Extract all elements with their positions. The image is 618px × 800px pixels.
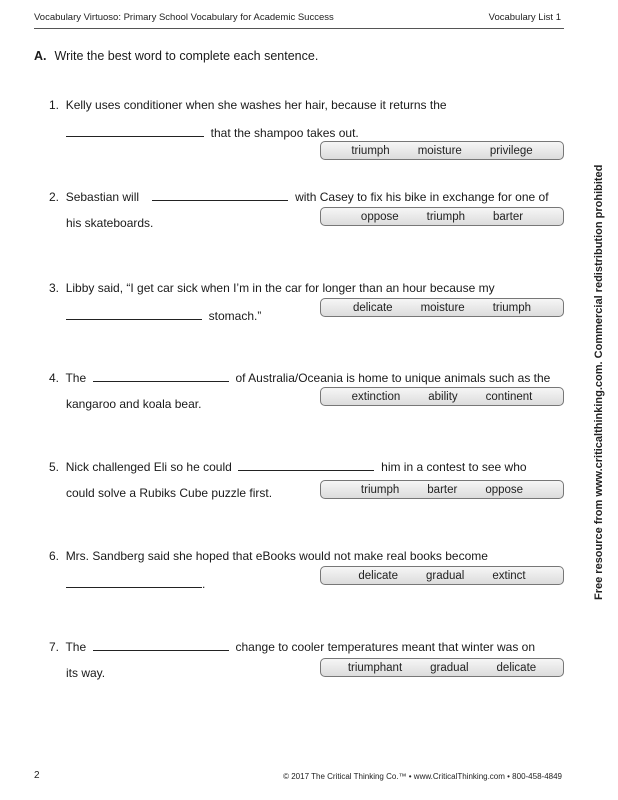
question-text: The (65, 371, 87, 385)
word-choice: delicate (358, 569, 398, 582)
word-bank-4 (320, 387, 564, 406)
directions-letter: A. (34, 49, 47, 63)
word-choice: continent (485, 390, 533, 403)
word-choice: triumph (426, 210, 466, 223)
question-number: 3. (49, 281, 60, 295)
word-choice: ability (428, 390, 458, 403)
word-bank-1 (320, 141, 564, 160)
running-header-title: Vocabulary Virtuoso: Primary School Vocabulary for Academic Success (34, 12, 334, 23)
question-text: The (65, 640, 87, 654)
word-choice: delicate (352, 301, 393, 314)
question-number: 4. (49, 371, 60, 385)
word-choice: triumph (492, 301, 532, 314)
redistribution-notice: Free resource from www.criticalthinking.com. Commercial redistribution prohibited (593, 164, 605, 600)
answer-blank[interactable] (66, 125, 204, 137)
word-choice: gradual (430, 661, 469, 674)
word-choice: barter (427, 483, 458, 496)
question-text: could solve a Rubiks Cube puzzle first. (66, 486, 273, 500)
word-bank-2 (320, 207, 564, 226)
word-choice: barter (493, 210, 524, 223)
answer-blank[interactable] (93, 370, 229, 382)
word-choice: oppose (485, 483, 524, 496)
question-line-1 (49, 459, 527, 474)
word-choice: triumph (360, 483, 400, 496)
question-line-1 (49, 639, 535, 654)
word-choice: gradual (426, 569, 465, 582)
question-text: him in a contest to see who (381, 460, 527, 474)
word-bank-6 (320, 566, 564, 585)
word-choice: privilege (489, 144, 533, 157)
question-line-2 (66, 125, 359, 140)
word-choice: triumphant (347, 661, 403, 674)
question-text: that the shampoo takes out. (210, 126, 359, 140)
question-number: 5. (49, 460, 60, 474)
question-number: 1. (49, 98, 60, 112)
answer-blank[interactable] (93, 639, 229, 651)
question-line-2 (66, 308, 261, 323)
question-text: Nick challenged Eli so he could (65, 460, 232, 474)
question-text: . (202, 577, 206, 591)
question-text: stomach.” (208, 309, 262, 323)
answer-blank[interactable] (152, 189, 288, 201)
answer-blank[interactable] (238, 459, 374, 471)
question-number: 2. (49, 190, 60, 204)
word-choice: extinct (492, 569, 526, 582)
word-bank-5 (320, 480, 564, 499)
question-text: Kelly uses conditioner when she washes her hair, because it returns the (65, 98, 447, 112)
word-choice: oppose (360, 210, 399, 223)
question-line-1 (49, 281, 495, 295)
question-text: kangaroo and koala bear. (66, 397, 202, 411)
question-line-1 (49, 549, 488, 563)
running-header-list: Vocabulary List 1 (488, 12, 561, 23)
word-choice: triumph (351, 144, 390, 157)
question-number: 7. (49, 640, 60, 654)
question-text: with Casey to fix his bike in exchange for one of (295, 190, 549, 204)
question-line-2 (66, 486, 272, 500)
header-rule (34, 28, 564, 29)
question-number: 6. (49, 549, 60, 563)
copyright-footer: © 2017 The Critical Thinking Co.™ • www.CriticalThinking.com • 800-458-4849 (283, 772, 562, 781)
question-text: Libby said, “I get car sick when I’m in the car for longer than an hour because my (65, 281, 495, 295)
answer-blank[interactable] (66, 308, 202, 320)
directions (34, 49, 318, 63)
question-line-2 (66, 666, 105, 680)
question-line-1 (49, 189, 549, 204)
page-number: 2 (34, 770, 40, 781)
word-choice: extinction (351, 390, 401, 403)
word-choice: moisture (417, 144, 462, 157)
word-choice: delicate (496, 661, 537, 674)
question-line-2 (66, 397, 201, 411)
question-line-2 (66, 216, 153, 230)
question-text: of Australia/Oceania is home to unique animals such as the (235, 371, 551, 385)
question-line-1 (49, 370, 550, 385)
question-text: Sebastian will (65, 190, 140, 204)
word-bank-3 (320, 298, 564, 317)
word-bank-7 (320, 658, 564, 677)
question-text: its way. (66, 666, 106, 680)
question-text: Mrs. Sandberg said she hoped that eBooks would not make real books become (65, 549, 488, 563)
question-line-2 (66, 576, 205, 591)
question-text: change to cooler temperatures meant that winter was on (235, 640, 535, 654)
question-text: his skateboards. (66, 216, 154, 230)
answer-blank[interactable] (66, 576, 202, 588)
question-line-1 (49, 98, 447, 112)
directions-text: Write the best word to complete each sentence. (54, 49, 319, 63)
word-choice: moisture (420, 301, 465, 314)
